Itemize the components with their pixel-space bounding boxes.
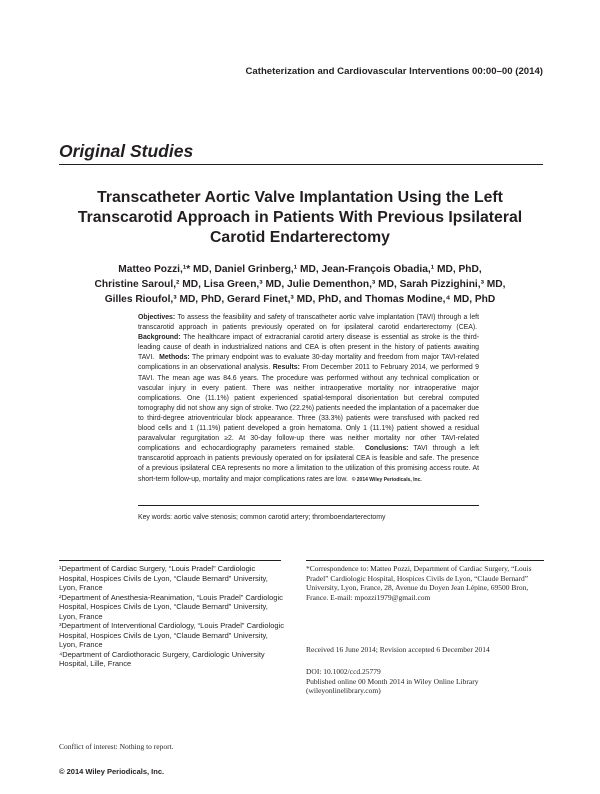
publication-info [306,667,546,696]
abstract-results: From December 2011 to February 2014, we performed 9 TAVI. The mean age was 84.6 years. The procedure was performed without any technical complication or vascular injury in every patient. There was neither intraoperative mortality nor intraoperative major complications. One (11.1%) patient experienced spatial-temporal disorientation but cerebral computed tomography did not show any sign of stroke. Two (22.2%) patients needed the implantation of a pacemaker due to third-degree atrioventricular block appearance. Three (33.3%) patients were transfused with packed red blood cells and 1 (11.1%) patient developed a groin hematoma. Only 1 (11.1%) patient showed a residual paravalvular regurgitation ≥2. At 30-day follow-up there was neither mortality nor other TAVI-related complications and echocardiography parameters remained stable. [138,364,479,453]
article-title: Transcatheter Aortic Valve Implantation Using the Left Transcarotid Approach in Patients With Previous Ipsilateral Carotid Endarterectomy [77,189,523,246]
abstract-conclusions: TAVI through a left transcarotid approach in patients previously operated on for ipsilateral CEA is feasible and safe. The presence of a previous ipsilateral CEA represents no more a limitation to the utilization of this promising access route. At short-term follow-up, mortality and major complications rates are low. [138,445,479,483]
keywords: Key words: aortic valve stenosis; common carotid artery; thromboendarterectomy [138,514,386,521]
abstract-objectives: To assess the feasibility and safety of transcatheter aortic valve implantation (TAVI) through a left transcarotid approach in patients previously operated on for ipsilateral carotid endarterectomy (CEA). [138,314,479,332]
abstract-rule [138,505,479,506]
section-heading: Original Studies [59,141,194,161]
footer-copyright: © 2014 Wiley Periodicals, Inc. [59,767,165,776]
section-rule [59,164,543,165]
abstract-results-label: Results: [272,364,300,372]
abstract-conclusions-label: Conclusions: [364,445,409,453]
abstract-background: The healthcare impact of extracranial carotid artery disease is essential as stroke is the third-leading cause of death in industrialized nations and CEA is often present in the history of patients awaiting TAVI. [138,334,479,362]
affiliations [59,564,285,669]
journal-header: Catheterization and Cardiovascular Interventions 00:00–00 (2014) [245,66,543,77]
doi: DOI: 10.1002/ccd.25779 [306,667,381,676]
author-line: Gilles Rioufol,³ MD, PhD, Gerard Finet,³ MD, PhD, and Thomas Modine,⁴ MD, PhD [104,294,496,305]
affiliation-item: ¹Department of Cardiac Surgery, “Louis Pradel” Cardiologic Hospital, Hospices Civils de Lyon, “Claude Bernard” University, Lyon, France [59,564,268,592]
abstract [138,313,479,485]
affiliation-item: ²Department of Anesthesia-Reanimation, “Louis Pradel” Cardiologic Hospital, Hospices Civils de Lyon, “Claude Bernard” University, Lyon, France [59,592,283,621]
author-list [56,262,544,307]
abstract-copyright: © 2014 Wiley Periodicals, Inc. [351,476,422,483]
correspondence-rule [306,560,544,561]
author-line: Christine Saroul,² MD, Lisa Green,³ MD, Julie Dementhon,³ MD, Sarah Pizzighini,³ MD, [94,279,506,290]
abstract-objectives-label: Objectives: [138,314,176,321]
affiliation-item: ⁴Department of Cardiothoracic Surgery, Cardiologic University Hospital, Lille, France [59,649,265,668]
correspondence [306,564,546,602]
affiliation-rule [59,560,281,561]
abstract-methods: The primary endpoint was to evaluate 30-day mortality and freedom from major TAVI-related complications in an observational analysis. [138,354,479,372]
correspondence-text: *Correspondence to: Matteo Pozzi, Department of Cardiac Surgery, “Louis Pradel” Cardiologic Hospital, Hospices Civils de Lyon, “Claude Bernard” University, Lyon, France, 28, Avenue du Doyen Jean Lépine, 69500 Bron, France. E-mail: mpozzi1979@gmail.com [306,564,532,602]
author-line: Matteo Pozzi,¹* MD, Daniel Grinberg,¹ MD, Jean-François Obadia,¹ MD, PhD, [118,264,482,275]
conflict-of-interest: Conflict of interest: Nothing to report. [59,742,174,751]
affiliation-item: ³Department of Interventional Cardiology, “Louis Pradel” Cardiologic Hospital, Hospices Civils de Lyon, “Claude Bernard” University, Lyon, France [59,621,284,649]
received-dates: Received 16 June 2014; Revision accepted 6 December 2014 [306,645,490,654]
published-online: Published online 00 Month 2014 in Wiley Online Library (wileyonlinelibrary.com) [306,676,479,696]
abstract-methods-label: Methods: [159,354,190,362]
abstract-background-label: Background: [138,334,181,342]
